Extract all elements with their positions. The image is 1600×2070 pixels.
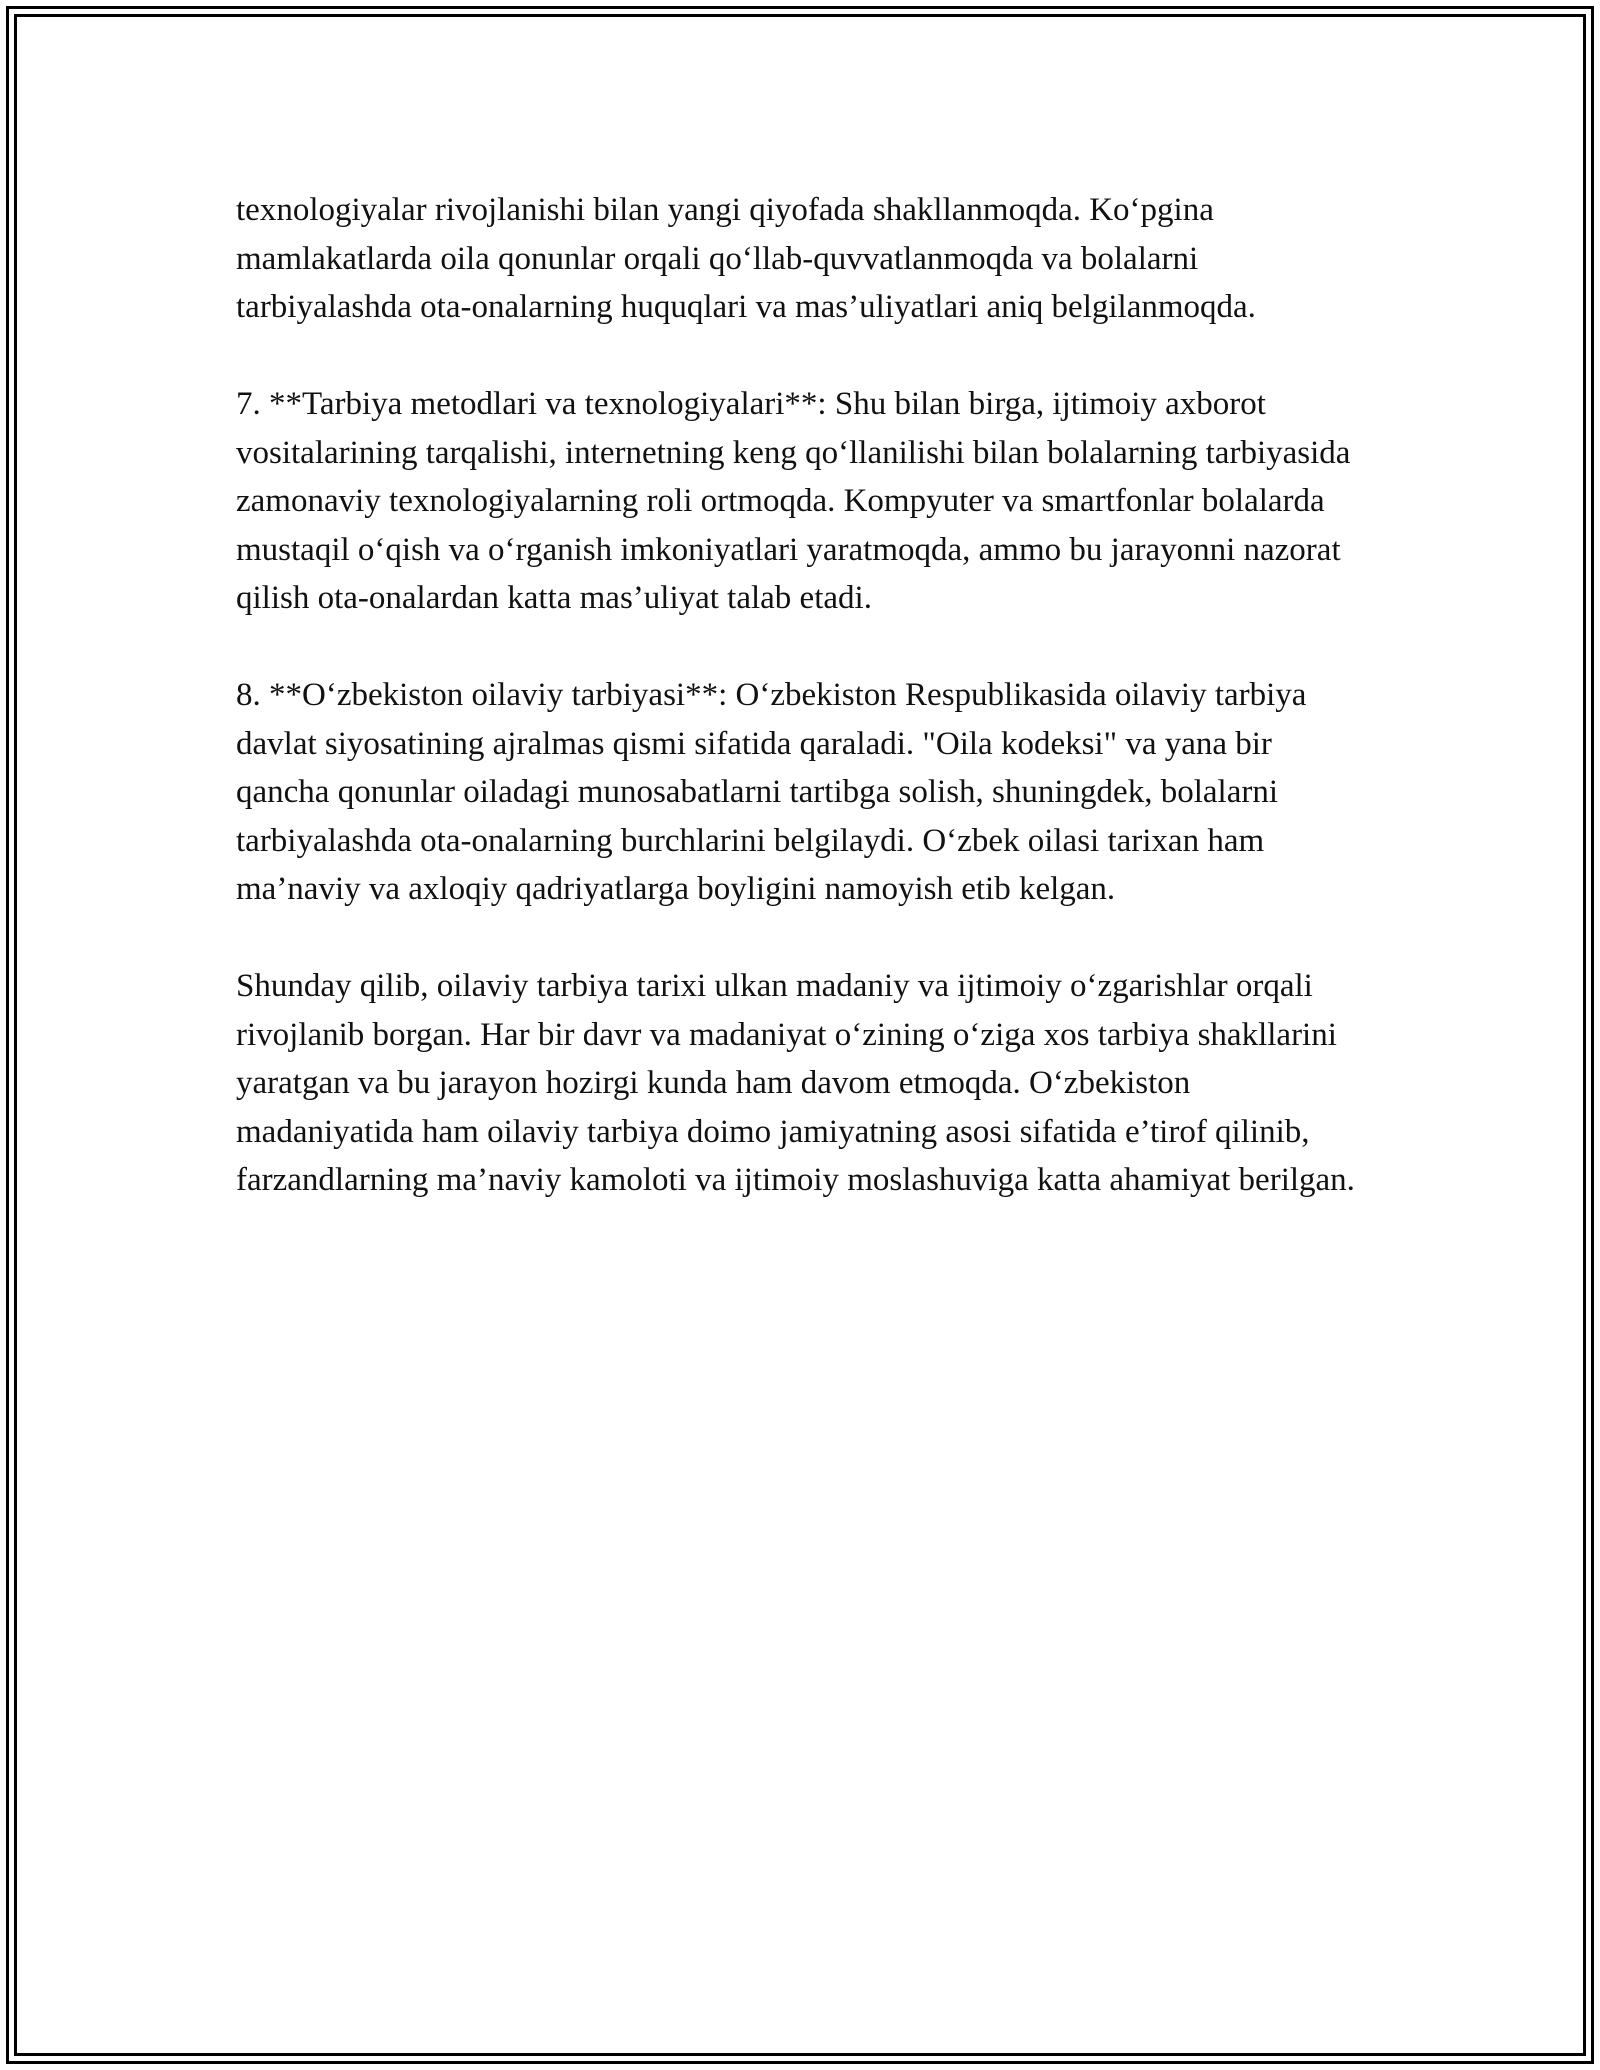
document-body bbox=[236, 186, 1356, 1205]
paragraph-item-7: 7. **Tarbiya metodlari va texnologiyalari**: Shu bilan birga, ijtimoiy axborot vositalarining tarqalishi, internetning keng qo‘llanilishi bilan bolalarning tarbiyasida zamonaviy texnologiyalarning roli ortmoqda. Kompyuter va smartfonlar bolalarda mustaqil o‘qish va o‘rganish imkoniyatlari yaratmoqda, ammo bu jarayonni nazorat qilish ota-onalardan katta mas’uliyat talab etadi. bbox=[236, 386, 1351, 616]
paragraph-item-8: 8. **O‘zbekiston oilaviy tarbiyasi**: O‘zbekiston Respublikasida oilaviy tarbiya davlat siyosatining ajralmas qismi sifatida qaraladi. "Oila kodeksi" va yana bir qancha qonunlar oiladagi munosabatlarni tartibga solish, shuningdek, bolalarni tarbiyalashda ota-onalarning burchlarini belgilaydi. O‘zbek oilasi tarixan ham ma’naviy va axloqiy qadriyatlarga boyligini namoyish etib kelgan. bbox=[236, 677, 1307, 907]
paragraph-conclusion: Shunday qilib, oilaviy tarbiya tarixi ulkan madaniy va ijtimoiy o‘zgarishlar orqali rivojlanib borgan. Har bir davr va madaniyat o‘zining o‘ziga xos tarbiya shakllarini yaratgan va bu jarayon hozirgi kunda ham davom etmoqda. O‘zbekiston madaniyatida ham oilaviy tarbiya doimo jamiyatning asosi sifatida e’tirof qilinib, farzandlarning ma’naviy kamoloti va ijtimoiy moslashuviga katta ahamiyat berilgan. bbox=[236, 968, 1355, 1198]
paragraph-intro-continuation: texnologiyalar rivojlanishi bilan yangi qiyofada shakllanmoqda. Ko‘pgina mamlakatlarda oila qonunlar orqali qo‘llab-quvvatlanmoqda va bolalarni tarbiyalashda ota-onalarning huquqlari va mas’uliyatlari aniq belgilanmoqda. bbox=[236, 192, 1256, 325]
